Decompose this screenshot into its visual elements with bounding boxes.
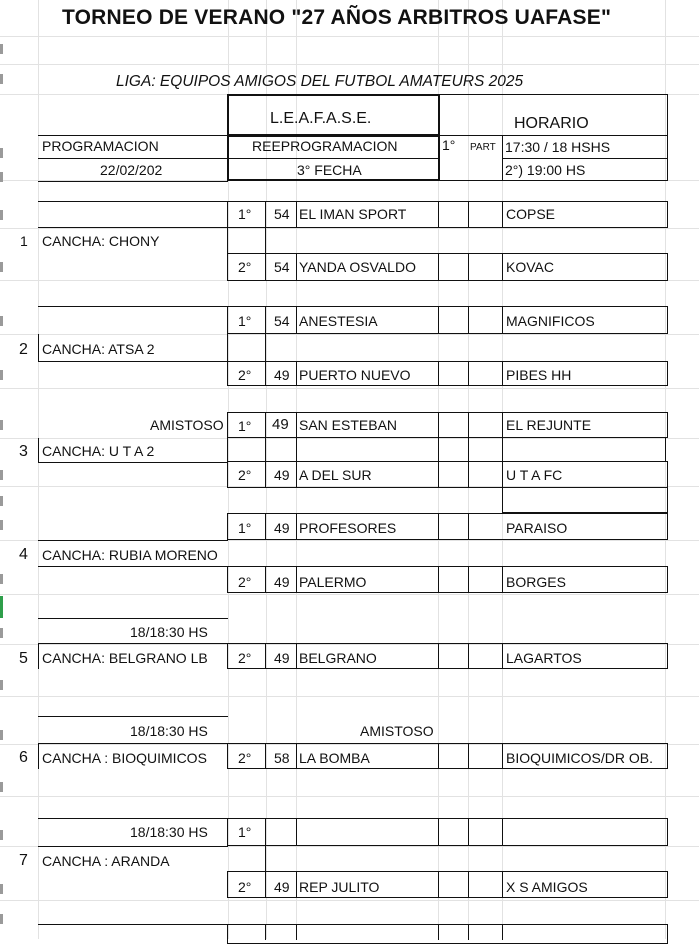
org-name: L.E.A.F.A.S.E.	[270, 110, 372, 127]
match-number: 54	[274, 259, 290, 275]
match-number: 54	[274, 206, 290, 222]
horario-label: HORARIO	[514, 115, 589, 132]
home-team: PROFESORES	[299, 520, 397, 536]
away-team: X S AMIGOS	[506, 879, 588, 895]
block-index: 4	[19, 546, 28, 563]
home-team: REP JULITO	[299, 879, 380, 895]
home-team: YANDA OSVALDO	[299, 259, 416, 275]
block-index: 6	[19, 749, 28, 766]
cancha-name: CANCHA: CHONY	[42, 233, 160, 249]
match-number: 58	[274, 750, 290, 766]
amistoso-note: AMISTOSO	[150, 417, 224, 433]
match-number: 49	[272, 416, 289, 433]
away-team: KOVAC	[506, 259, 554, 275]
match-number: 49	[274, 520, 290, 536]
match-number: 49	[274, 367, 290, 383]
home-team: BELGRANO	[299, 650, 377, 666]
cancha-name: CANCHA : BIOQUIMICOS	[42, 750, 207, 766]
block-index: 3	[19, 443, 28, 460]
match-number: 49	[274, 467, 290, 483]
away-team: MAGNIFICOS	[506, 313, 595, 329]
match-number: 49	[274, 650, 290, 666]
away-team: PIBES HH	[506, 367, 572, 383]
match-tiempo: 1°	[238, 313, 252, 329]
home-team: ANESTESIA	[299, 313, 378, 329]
programacion-label: PROGRAMACION	[42, 138, 159, 154]
match-tiempo: 2°	[238, 879, 252, 895]
block-index: 1	[20, 233, 28, 249]
home-team: SAN ESTEBAN	[299, 417, 398, 433]
home-team: A DEL SUR	[299, 467, 372, 483]
part-label: PART	[470, 142, 496, 153]
block-index: 2	[19, 341, 28, 358]
match-number: 49	[274, 879, 290, 895]
match-tiempo: 1°	[238, 418, 252, 434]
second-time: 2°) 19:00 HS	[505, 162, 586, 178]
programacion-date: 22/02/202	[100, 162, 163, 178]
match-tiempo: 2°	[238, 650, 252, 666]
away-team: U T A FC	[506, 467, 563, 483]
away-team: LAGARTOS	[506, 650, 582, 666]
away-team: BIOQUIMICOS/DR OB.	[506, 750, 654, 766]
league-title: LIGA: EQUIPOS AMIGOS DEL FUTBOL AMATEURS 2025	[116, 73, 524, 90]
cancha-name: CANCHA: RUBIA MORENO	[42, 547, 218, 563]
cancha-name: CANCHA: ATSA 2	[42, 341, 155, 357]
kickoff-time: 18/18:30 HS	[130, 624, 208, 640]
match-tiempo: 2°	[238, 259, 252, 275]
cancha-name: CANCHA : ARANDA	[42, 853, 170, 869]
home-team: LA BOMBA	[299, 750, 370, 766]
match-tiempo: 2°	[238, 574, 252, 590]
first-time: 17:30 / 18 HSHS	[505, 139, 611, 155]
match-tiempo: 1°	[238, 206, 252, 222]
reprogramacion-label: REEPROGRAMACION	[252, 138, 398, 154]
match-tiempo: 1°	[238, 824, 252, 840]
page-title: TORNEO DE VERANO "27 AÑOS ARBITROS UAFASE"	[62, 6, 612, 29]
match-number: 49	[274, 574, 290, 590]
match-tiempo: 2°	[238, 367, 252, 383]
home-team: PALERMO	[299, 574, 367, 590]
cancha-name: CANCHA: BELGRANO LB	[42, 650, 208, 666]
amistoso-note: AMISTOSO	[360, 723, 434, 739]
block-index: 5	[19, 650, 28, 667]
kickoff-time: 18/18:30 HS	[130, 723, 208, 739]
match-number: 54	[274, 313, 290, 329]
match-tiempo: 2°	[238, 750, 252, 766]
away-team: COPSE	[506, 206, 556, 222]
away-team: PARAISO	[506, 520, 568, 536]
fecha-label: 3° FECHA	[297, 162, 362, 178]
block-index: 7	[19, 852, 28, 869]
away-team: EL REJUNTE	[506, 417, 592, 433]
home-team: EL IMAN SPORT	[299, 206, 407, 222]
cancha-name: CANCHA: U T A 2	[42, 443, 155, 459]
home-team: PUERTO NUEVO	[299, 367, 411, 383]
part-number: 1°	[442, 137, 456, 153]
match-tiempo: 2°	[238, 467, 252, 483]
away-team: BORGES	[506, 574, 566, 590]
kickoff-time: 18/18:30 HS	[130, 824, 208, 840]
match-tiempo: 1°	[238, 520, 252, 536]
